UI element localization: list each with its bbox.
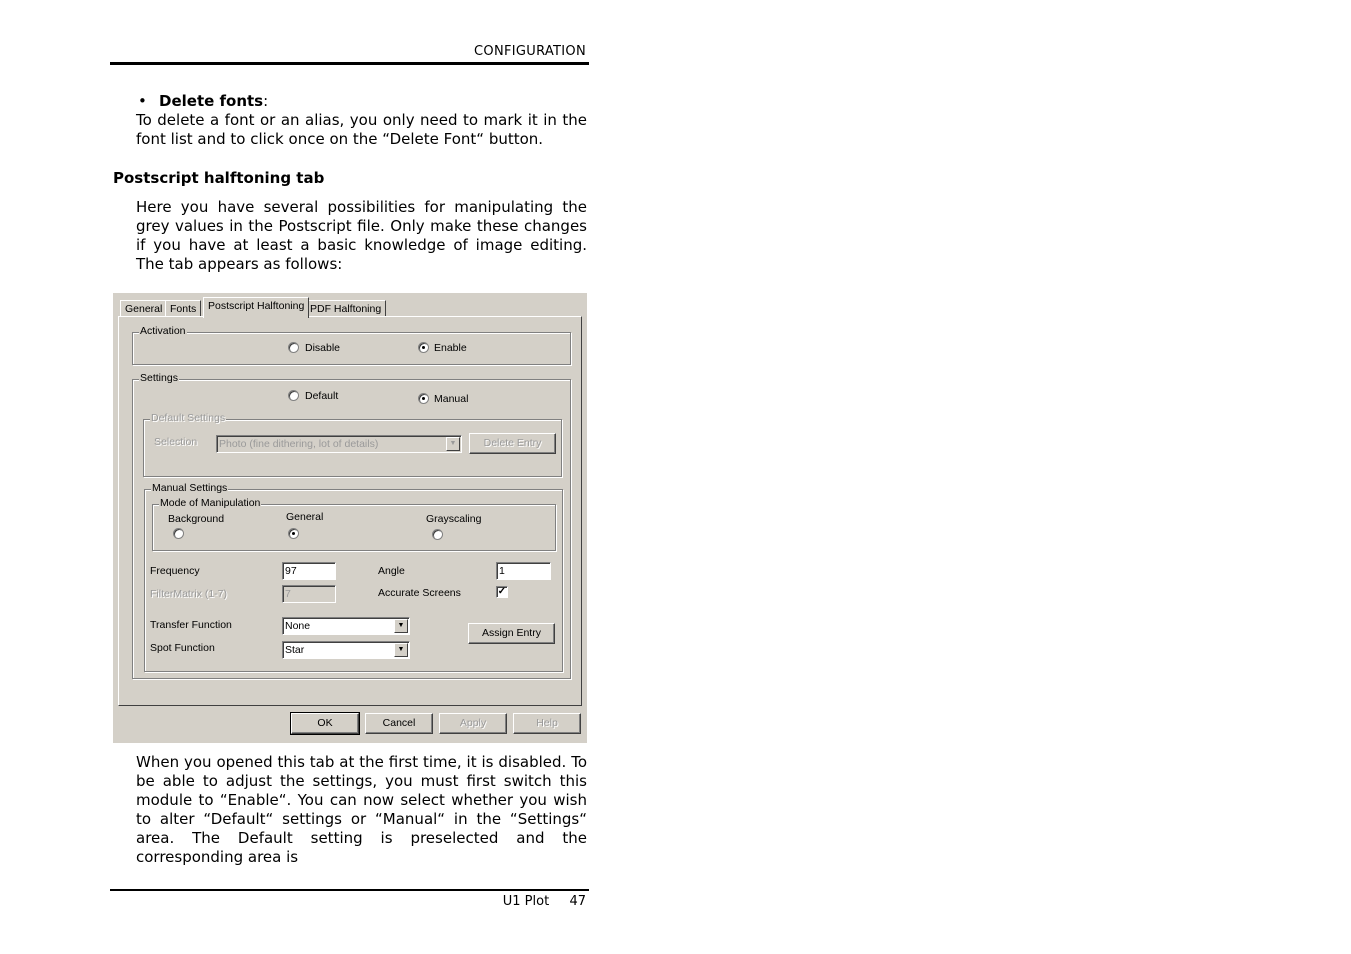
mode-general-label: General: [286, 511, 324, 523]
ok-button[interactable]: OK: [291, 713, 359, 734]
transfer-function-label: Transfer Function: [150, 619, 232, 631]
footer-rule: [110, 889, 589, 891]
default-settings-legend: Default Settings: [151, 412, 226, 424]
bullet-text: To delete a font or an alias, you only need to mark it in the font list and to click once on the “Delete Font“ button.: [136, 111, 587, 148]
filtermatrix-label: FilterMatrix (1-7): [150, 588, 228, 600]
mode-background-radio[interactable]: [173, 528, 184, 539]
footer-page-number: 47: [569, 894, 586, 909]
manual-settings-group: [144, 482, 563, 672]
mode-group: [152, 497, 556, 551]
spot-function-value: Star: [285, 644, 305, 656]
manual-radio[interactable]: [418, 393, 429, 404]
manual-settings-legend: Manual Settings: [152, 482, 228, 494]
settings-legend: Settings: [140, 372, 178, 384]
selection-value: Photo (fine dithering, lot of details): [219, 438, 379, 450]
tab-panel: [118, 316, 582, 706]
transfer-function-value: None: [285, 620, 311, 632]
selection-label: Selection: [154, 436, 198, 448]
filtermatrix-input[interactable]: 7: [282, 585, 336, 603]
running-footer: [110, 894, 586, 909]
checkmark-icon: ✓: [497, 586, 507, 597]
dropdown-arrow-icon[interactable]: ▼: [394, 643, 408, 657]
accurate-screens-label: Accurate Screens: [378, 587, 461, 599]
enable-radio[interactable]: [418, 342, 429, 353]
spot-function-label: Spot Function: [150, 642, 215, 654]
help-button[interactable]: Help: [513, 713, 581, 734]
assign-entry-button[interactable]: Assign Entry: [468, 623, 555, 644]
tab-postscript-halftoning[interactable]: Postscript Halftoning: [203, 297, 309, 318]
bullet-dot-icon: •: [138, 92, 147, 110]
header-rule: [110, 62, 589, 65]
angle-label: Angle: [378, 565, 405, 577]
spot-function-dropdown[interactable]: [282, 641, 410, 659]
angle-input[interactable]: 1: [496, 562, 551, 580]
mode-legend: Mode of Manipulation: [160, 497, 261, 509]
tab-fonts[interactable]: Fonts: [165, 300, 201, 317]
enable-label: Enable: [434, 342, 467, 354]
settings-group: [132, 372, 571, 679]
accurate-screens-checkbox[interactable]: [496, 586, 508, 598]
cancel-button[interactable]: Cancel: [365, 713, 433, 734]
selection-dropdown[interactable]: [216, 435, 462, 453]
default-radio[interactable]: [288, 390, 299, 401]
after-paragraph: When you opened this tab at the first time, it is disabled. To be able to adjust the settings, you must first switch this module to “Enable“. You can now select whether you wish to alter “Default“ settings or “Manual“ in the “Settings“ area. The Default setting is preselected and the corresponding area is: [136, 753, 587, 866]
mode-grayscaling-label: Grayscaling: [426, 513, 482, 525]
apply-button[interactable]: Apply: [439, 713, 507, 734]
running-header: CONFIGURATION: [474, 44, 586, 59]
mode-background-label: Background: [168, 513, 225, 525]
frequency-label: Frequency: [150, 565, 200, 577]
section-heading: Postscript halftoning tab: [113, 169, 325, 187]
tab-general[interactable]: General: [120, 300, 167, 317]
mode-general-radio[interactable]: [288, 528, 299, 539]
dropdown-arrow-icon[interactable]: ▼: [394, 619, 408, 633]
footer-product: U1 Plot: [502, 894, 550, 909]
disable-radio[interactable]: [288, 342, 299, 353]
disable-label: Disable: [305, 342, 341, 354]
activation-legend: Activation: [140, 325, 186, 337]
manual-label: Manual: [434, 393, 469, 405]
bullet-title: Delete fonts: [159, 92, 264, 110]
intro-paragraph: Here you have several possibilities for manipulating the grey values in the Postscript file. Only make these changes if you have at least a basic knowledge of image editing. The tab appears as follows:: [136, 198, 587, 273]
default-settings-group: [143, 412, 562, 477]
bullet-colon: :: [263, 92, 269, 110]
dropdown-arrow-icon[interactable]: ▼: [446, 437, 460, 451]
mode-grayscaling-radio[interactable]: [432, 529, 443, 540]
delete-entry-button[interactable]: Delete Entry: [469, 433, 556, 454]
transfer-function-dropdown[interactable]: [282, 617, 410, 635]
frequency-input[interactable]: 97: [282, 562, 336, 580]
halftoning-dialog: [113, 293, 587, 743]
activation-group: [132, 325, 571, 365]
tab-pdf-halftoning[interactable]: PDF Halftoning: [305, 300, 386, 317]
default-label: Default: [305, 390, 339, 402]
